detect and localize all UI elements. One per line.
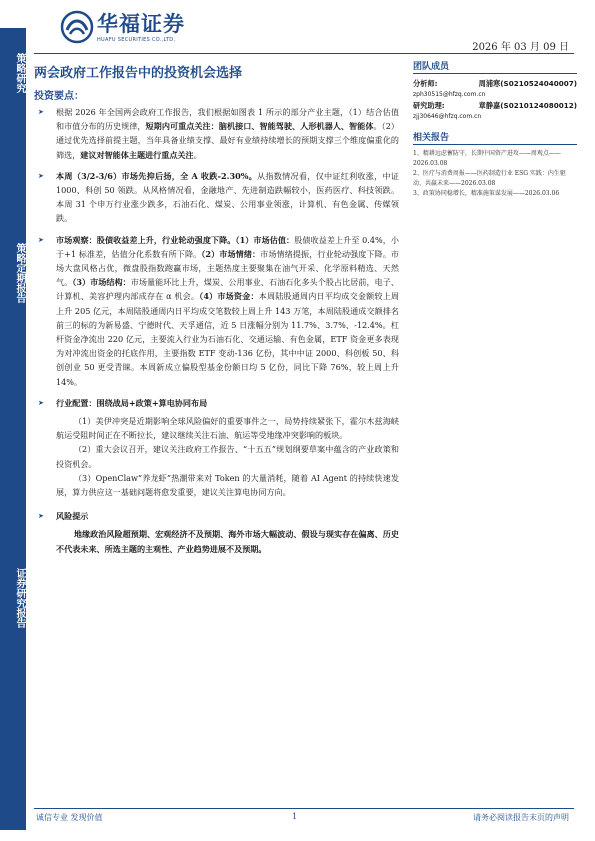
analyst-email: zjj30646@hfzq.com.cn: [413, 113, 482, 120]
text: 。: [193, 149, 202, 160]
related-report-item[interactable]: 2、医疗与消费周报——医药制造行业 ESG 实践：内生驱动、共赢未来——2026.03.08: [413, 170, 566, 187]
text-bold: 短期内可重点关注：脑机接口、智能驾驶、人形机器人、智能体: [145, 121, 374, 132]
analyst-role: 研究助理:: [413, 101, 445, 110]
report-title: 两会政府工作报告中的投资机会选择: [34, 66, 243, 81]
analyst-name: 周浦寒(S0210524040007): [478, 79, 577, 88]
text-bold: 市场观察：股债收益差上升，行业轮动强度下降。（1）市场估值：: [56, 234, 295, 245]
text: 市场情绪提振，行业轮动强度下降。市场大盘风格占优，微盘股指数跑赢市场，主题热度主要聚集在油气开采、化学原料精选、天然气。: [56, 248, 399, 288]
analyst-name: 章静嘉(S0210124080012): [478, 101, 577, 110]
paragraph-allocation-2: （2）重大会议召开，建议关注政府工作报告、“十五五”规划纲要草案中蕴含的产业政策和投资机会。: [56, 444, 399, 469]
page-number: 1: [292, 812, 298, 821]
sidebar-label-strategy-periodic-report: 策略定期报告: [14, 243, 25, 303]
bullet-arrow-icon: ➤: [38, 398, 44, 407]
text: 根据 2026 年全国两会政府工作报告，我们根据如图表 1 所示的部分产业主题，（1）结合估值和市值分布的历史规律，: [56, 107, 399, 132]
text-bold: 本周（3/2-3/6）市场先抑后扬，全 A 收跌-2.30%。: [56, 170, 258, 181]
company-logo: [60, 8, 200, 48]
text: 。（2）通过优先选择前提主题，当年具备业绩支撑、最好有业绩持续增长的预期支撑三个维度偏重化的筛选，: [56, 121, 399, 160]
sidebar-label-securities-research-report: 证券研究报告: [14, 568, 25, 628]
analyst-entry: [413, 78, 577, 100]
footer-slogan: 诚信专业 发现价值: [36, 813, 103, 822]
paragraph-market-observation: [34, 233, 399, 389]
text-bold: 风险提示: [56, 511, 89, 522]
related-report-item[interactable]: 1、精耕远虑蓄防守，长期中国资产进攻——周观点——2026.03.08: [413, 150, 561, 167]
related-report-item[interactable]: 3、政策协同稳增长，精准施策谋发展——2026.03.06: [413, 190, 560, 197]
text: 从指数情况看，仅中证红利收涨，中证 1000、科创 50 领跌。从风格情况看，金融地产、先进制造跌幅较小，医药医疗、科技领跌。本周 31 个申万行业涨少跌多，石油石化、煤炭、公用事业领涨，计算机、有色金属、传媒领跌。: [56, 170, 399, 224]
text: 本周陆股通周内日平均成交金额较上周上升 205 亿元，本周陆股通周内日平均成交笔数较上周上升 143 万笔，本周陆股通成交额排名前三的标的为新易盛、宁德时代、天孚通信，近 5 日涨幅分别为 11.7%、3.7%、-12.4%。杠杆资金净流出 220 亿元，主要流入行业为石油石化、交通运输、有色金属，ETF 资金更多表现为对冲流出资金的托底作用，主要指数 ETF 变动-136 亿份，其中中证 2000、科创板 50、科创创业 50 更受青睐。本周新成立偏股型基金份额日均 5 亿份，同比下降 76%，较上周上升 14%。: [56, 291, 399, 387]
bullet-arrow-icon: ➤: [38, 235, 44, 244]
analyst-email: zph30515@hfzq.com.cn: [413, 91, 486, 98]
paragraph-risk-heading: [34, 509, 399, 523]
main-content: [34, 105, 399, 556]
sidebar-label-strategy-research: 策略研究: [14, 53, 25, 93]
logo-emblem-icon: [60, 10, 94, 44]
analyst-entry: [413, 100, 577, 122]
paragraph-allocation-3: （3）OpenClaw“养龙虾”热潮带来对 Token 的大量消耗，随着 AI Agent 的持续快速发展，算力供应这一基础问题将愈发重要，建议关注算电协同方向。: [56, 472, 399, 498]
right-column: [413, 59, 577, 199]
header-divider: [34, 53, 574, 54]
text-bold: （4）市场资金：: [199, 291, 259, 302]
sidebar: [0, 28, 26, 830]
text-bold: 建议对智能体主题进行重点关注: [80, 149, 194, 160]
paragraph-allocation-1: （1）美伊冲突是近期影响全球风险偏好的重要事件之一，局势持续紧张下，霍尔木兹海峡航运受阻时间正在不断拉长，建议继续关注石油、航运等受地缘冲突影响的板块。: [56, 416, 399, 441]
footer-divider: [34, 808, 574, 809]
paragraph-weekly-market: [34, 169, 399, 226]
report-date: 2026 年 03 月 09 日: [472, 42, 569, 53]
text: 市场量能环比上升，煤炭、公用事业、石油石化多头个股占比居前，电子、计算机、美容护理内部成存在 α 机会。: [56, 277, 399, 302]
section-heading-key-points: 投资要点：: [34, 91, 84, 102]
bullet-arrow-icon: ➤: [38, 171, 44, 180]
company-name-en: HUAFU SECURITIES CO.,LTD.: [97, 37, 176, 43]
footer-disclaimer: 请务必阅读报告末页的声明: [473, 813, 569, 822]
related-reports-heading: 相关报告: [413, 130, 577, 145]
analyst-role: 分析师:: [413, 79, 438, 88]
paragraph-themes: [34, 105, 399, 162]
team-section-heading: 团队成员: [413, 59, 577, 74]
bullet-arrow-icon: ➤: [38, 512, 44, 521]
text-bold: 行业配置：围绕战局+政策+算电协同布局: [56, 397, 208, 408]
text-bold: （3）市场结构：: [72, 277, 131, 288]
text: 股债收益差上升至 0.4%，小于+1 标准差，估值分化系数有所下降。: [56, 234, 399, 259]
paragraph-industry-allocation: [34, 396, 399, 410]
company-name: 华福证券: [97, 12, 185, 36]
bullet-arrow-icon: ➤: [38, 108, 44, 116]
paragraph-risk-text: 地缘政治风险超预期、宏观经济不及预期、海外市场大幅波动、假设与现实存在偏离、历史不代表未来、所选主题的主观性、产业趋势进展不及预期。: [56, 529, 399, 554]
text-bold: （2）市场情绪：: [201, 248, 261, 259]
